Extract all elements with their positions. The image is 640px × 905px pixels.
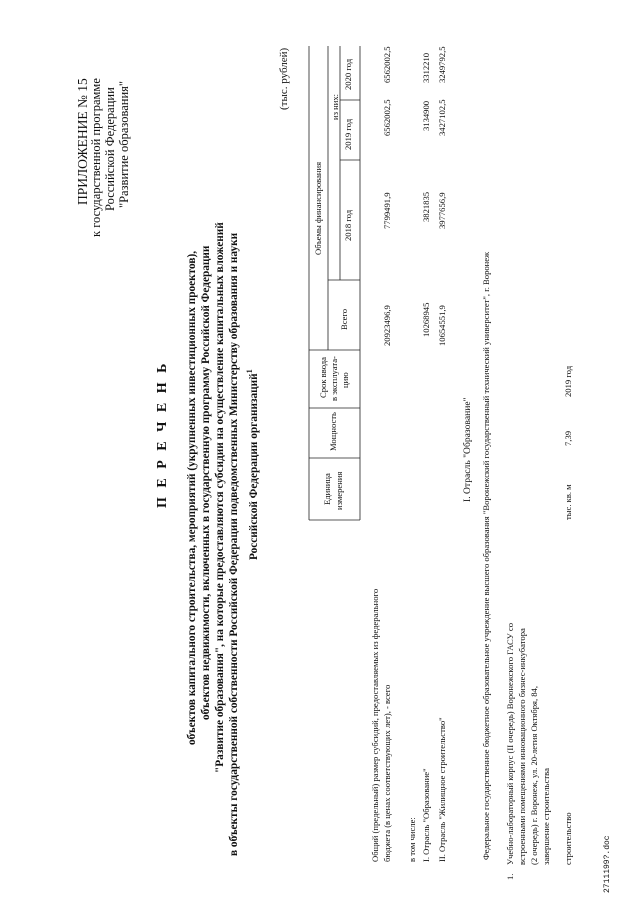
section-title: I. Отрасль "Образование"	[462, 397, 473, 502]
row-branch1-all: 10268945	[421, 302, 431, 337]
row-branch1-label: I. Отрасль "Образование"	[421, 768, 431, 862]
row-total-label-1: Общий (предельный) размер субсидий, предоставляемых из федерального	[370, 588, 380, 862]
header-commission-3: цию	[340, 372, 350, 388]
row-total-2018: 7799491,9	[382, 192, 392, 229]
row-total-2020: 6562002,5	[382, 46, 392, 83]
appendix-number: ПРИЛОЖЕНИЕ № 15	[75, 78, 90, 205]
item-line-2: встроенными помещениями инновационного бизнес-инкубатора	[517, 628, 527, 865]
row-branch2-2020: 3249792,5	[437, 46, 447, 83]
header-commission-2: в эксплуата-	[329, 356, 339, 401]
item-line-4: завершение строительства	[541, 768, 551, 865]
units-label: (тыс. рублей)	[278, 47, 290, 110]
header-year-2019: 2019 год	[343, 118, 353, 150]
row-branch2-2018: 3977656,9	[437, 192, 447, 229]
row-branch2-all: 10654551,9	[437, 305, 447, 346]
heading-line-3: "Развитие образования", на которые предоставляются субсидии на осуществление капитальных вложений	[214, 222, 226, 773]
appendix-line-3: "Развитие образования"	[117, 81, 131, 208]
section-organization: Федеральное государственное бюджетное образовательное учреждение высшего образования "Воронежский государственный технический университет", г. Воронеж	[481, 251, 491, 860]
header-year-2018: 2018 год	[343, 209, 353, 241]
heading-footnote: 1	[245, 369, 254, 374]
header-funding: Объемы финансирования	[313, 161, 323, 255]
row-branch1-2019: 3134900	[421, 100, 431, 131]
item-number: 1.	[505, 873, 515, 880]
document-code: 2711199?.doc	[603, 835, 612, 893]
appendix-line-1: к государственной программе	[89, 78, 103, 237]
item-line-3: (2 очередь) г. Воронеж, ул. 20-летия Октября, 84,	[529, 686, 539, 865]
row-total-all: 20923496,9	[382, 305, 392, 346]
build-label: строительство	[563, 812, 573, 865]
row-total-label-2: бюджета (в ценах соответствующих лет), - всего	[382, 684, 392, 862]
header-including: из них:	[330, 93, 340, 120]
heading-line-1: объектов капитального строительства, мероприятий (укрупненных инвестиционных проектов),	[186, 250, 198, 745]
header-unit-1: Единица	[322, 473, 332, 505]
row-including: в том числе:	[407, 817, 417, 862]
heading-line-4: в объекты государственной собственности Российской Федерации подведомственных Министерству образования и науки	[228, 232, 240, 856]
build-capacity: 7,39	[563, 430, 573, 446]
document-title: П Е Р Е Ч Е Н Ь	[155, 360, 170, 508]
row-branch1-2018: 3821835	[421, 191, 431, 222]
header-commission-1: Срок ввода	[318, 357, 328, 398]
header-capacity: Мощность	[328, 412, 338, 451]
header-unit-2: измерения	[334, 471, 344, 510]
build-unit: тыс. кв. м	[563, 484, 573, 520]
row-total-2019: 6562002,5	[382, 99, 392, 136]
item-line-1: Учебно-лабораторный корпус (II очередь) Воронежского ГАСУ со	[505, 623, 515, 865]
row-branch1-2020: 3312210	[421, 52, 431, 83]
build-year: 2019 год	[563, 365, 573, 397]
heading-line-5: Российской Федерации организаций$^1$	[245, 369, 260, 560]
header-total: Всего	[339, 308, 349, 330]
appendix-line-2: Российской Федерации	[103, 87, 117, 211]
row-branch2-2019: 3427102,5	[437, 99, 447, 136]
header-year-2020: 2020 год	[343, 58, 353, 90]
row-branch2-label: II. Отрасль "Жилищное строительство"	[437, 717, 447, 862]
heading-line-2: объектов недвижимости, включенных в государственную программу Российской Федерации	[200, 245, 212, 720]
